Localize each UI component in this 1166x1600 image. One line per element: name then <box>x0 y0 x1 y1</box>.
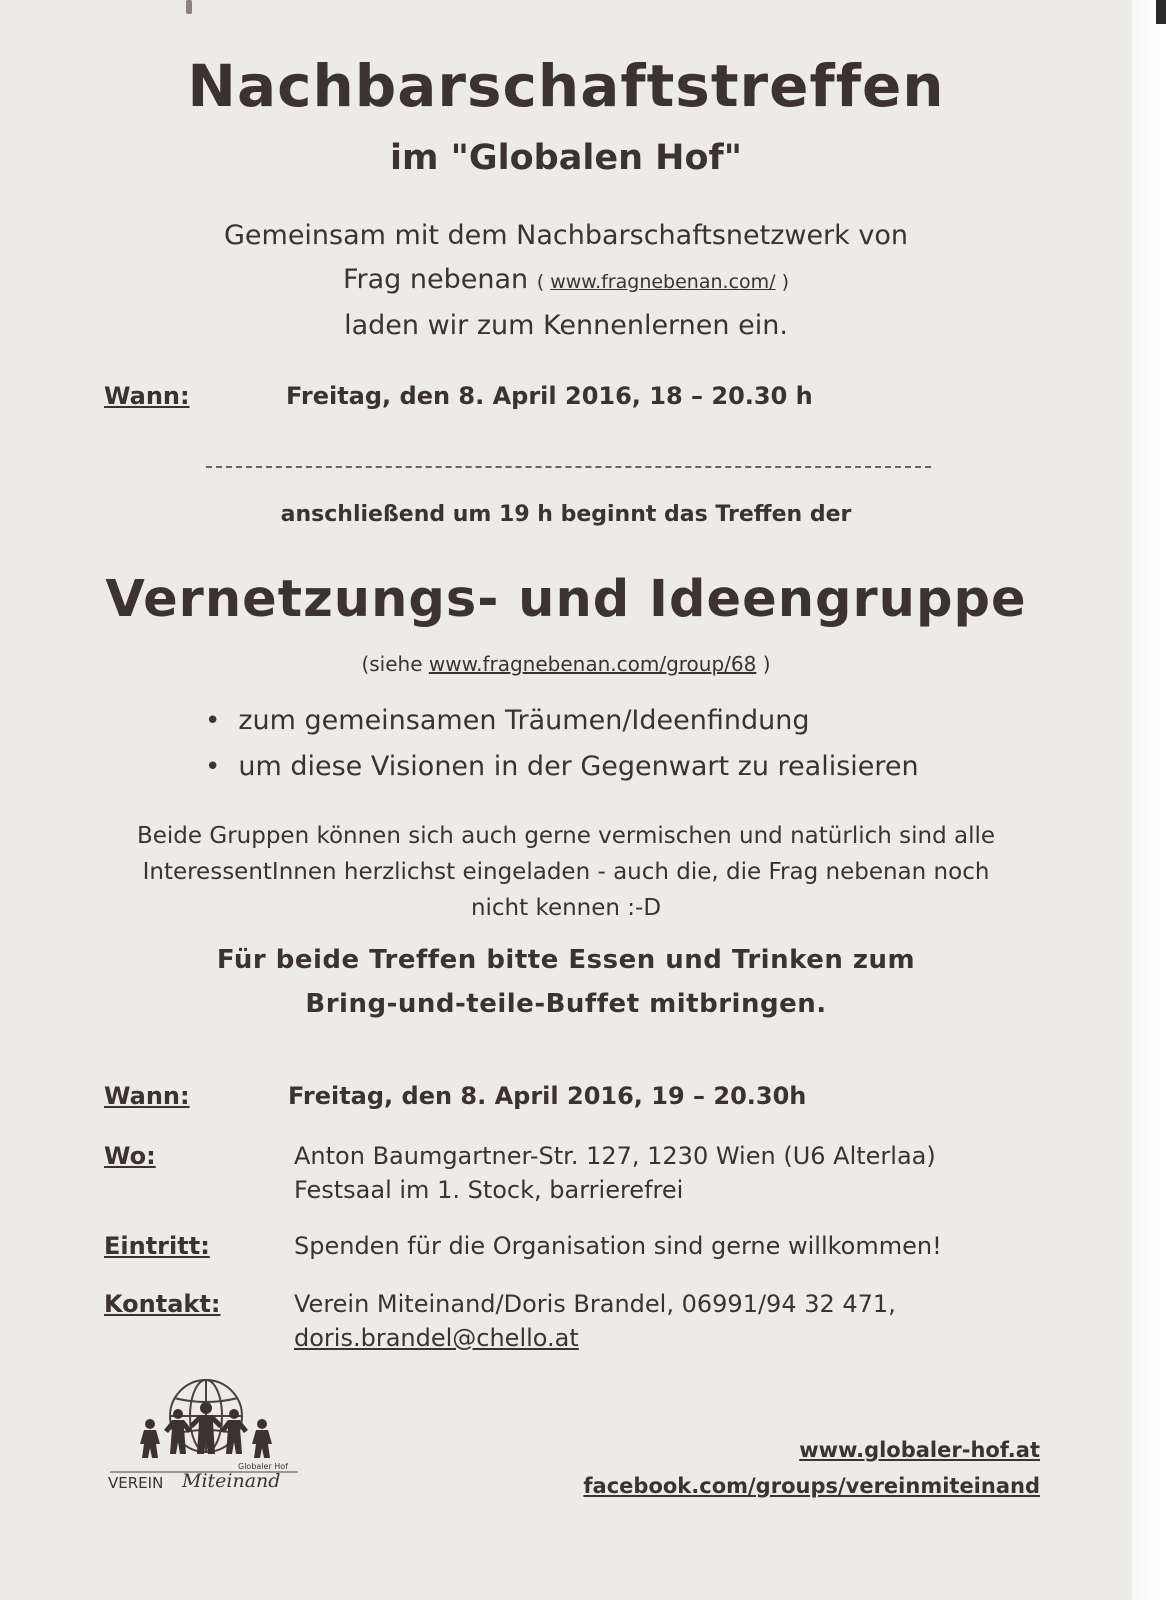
group-link-line <box>0 652 1132 676</box>
info-paragraph <box>0 818 1132 926</box>
entry-label: Eintritt: <box>104 1232 210 1260</box>
dashed-divider <box>206 466 931 468</box>
event1-when-label: Wann: <box>104 382 190 410</box>
event1-when-value: Freitag, den 8. April 2016, 18 – 20.30 h <box>286 382 813 410</box>
footer-links <box>583 1432 1040 1504</box>
page-subtitle: im "Globalen Hof" <box>390 138 742 178</box>
buffet-note <box>0 938 1132 1026</box>
intro-line-2 <box>0 258 1132 304</box>
list-item: • um diese Visionen in der Gegenwart zu realisieren <box>205 744 919 790</box>
intro-frag-nebenan: Frag nebenan <box>342 264 529 295</box>
website-link[interactable]: www.globaler-hof.at <box>799 1438 1040 1462</box>
buffet-note-line-2: Bring-und-teile-Buffet mitbringen. <box>305 989 827 1019</box>
where-room: Festsaal im 1. Stock, barrierefrei <box>294 1176 684 1204</box>
entry-value: Spenden für die Organisation sind gerne willkommen! <box>294 1232 942 1260</box>
page-edge <box>1132 0 1166 1600</box>
intro-link-open: ( <box>536 271 551 293</box>
fragnebenan-link[interactable]: www.fragnebenan.com/ <box>550 271 776 293</box>
facebook-link[interactable]: facebook.com/groups/vereinmiteinand <box>583 1474 1040 1498</box>
page-title: Nachbarschaftstreffen <box>187 52 945 120</box>
where-label: Wo: <box>104 1142 156 1170</box>
group-bullet-list <box>205 698 919 790</box>
when-value: Freitag, den 8. April 2016, 19 – 20.30h <box>288 1082 807 1110</box>
afterwards-text: anschließend um 19 h beginnt das Treffen der <box>280 502 852 527</box>
group-title: Vernetzungs- und Ideengruppe <box>105 570 1027 629</box>
logo-miteinand-text: Miteinand <box>182 1470 281 1492</box>
group-link-prefix: (siehe <box>361 652 429 676</box>
list-item: • zum gemeinsamen Träumen/Ideenfindung <box>205 698 919 744</box>
where-address: Anton Baumgartner-Str. 127, 1230 Wien (U6 Alterlaa) <box>294 1142 936 1170</box>
logo-globaler-hof-text: Globaler Hof <box>238 1462 288 1471</box>
staple-mark <box>186 0 192 14</box>
intro-link-close: ) <box>775 271 790 293</box>
info-line-1: Beide Gruppen können sich auch gerne vermischen und natürlich sind alle <box>136 823 996 849</box>
scan-corner <box>1156 0 1166 24</box>
intro-line-1: Gemeinsam mit dem Nachbarschaftsnetzwerk von <box>223 220 908 251</box>
contact-email-link[interactable]: doris.brandel@chello.at <box>294 1324 579 1352</box>
buffet-note-line-1: Für beide Treffen bitte Essen und Trinken zum <box>216 945 916 975</box>
contact-label: Kontakt: <box>104 1290 221 1318</box>
contact-value: Verein Miteinand/Doris Brandel, 06991/94 32 471, <box>294 1290 896 1318</box>
when-label: Wann: <box>104 1082 190 1110</box>
info-line-2: InteressentInnen herzlichst eingeladen - auch die, die Frag nebenan noch <box>142 859 990 885</box>
intro-text <box>0 214 1132 348</box>
logo-verein-text: VEREIN <box>108 1474 164 1492</box>
info-line-3: nicht kennen :-D <box>470 895 662 921</box>
intro-line-3: laden wir zum Kennenlernen ein. <box>344 310 788 341</box>
group-link-suffix: ) <box>756 652 771 676</box>
group-link[interactable]: www.fragnebenan.com/group/68 <box>428 652 757 676</box>
verein-miteinand-logo <box>108 1372 304 1498</box>
